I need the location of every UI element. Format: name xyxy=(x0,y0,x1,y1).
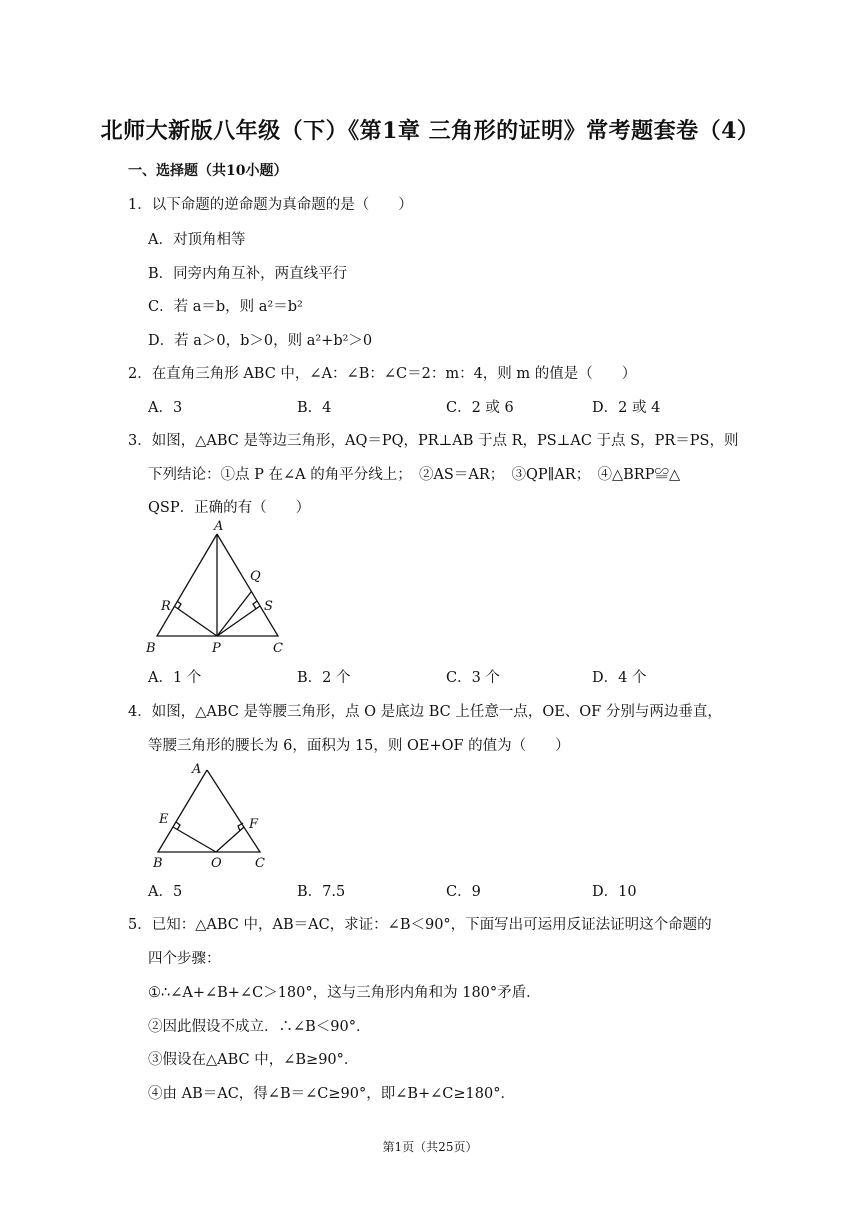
question-4-figure xyxy=(140,756,280,872)
label-a: A xyxy=(214,519,224,534)
segment-ps xyxy=(217,606,260,636)
question-1-option-c: C．若 a＝b，则 a²＝b² xyxy=(148,299,303,315)
question-4-option-c: C．9 xyxy=(446,884,481,900)
question-5-step-3: ③假设在△ABC 中，∠B≥90°． xyxy=(148,1052,359,1068)
question-3-option-b: B．2 个 xyxy=(297,670,351,686)
question-1-option-a: A．对顶角相等 xyxy=(148,232,246,248)
question-5-step-4: ④由 AB＝AC，得∠B＝∠C≥90°，即∠B+∠C≥180°． xyxy=(148,1086,515,1102)
label-s: S xyxy=(264,599,273,614)
segment-pr xyxy=(174,606,217,636)
question-3-line-1: 3．如图，△ABC 是等边三角形，AQ＝PQ，PR⊥AB 于点 R，PS⊥AC 于点 S，PR＝PS，则 xyxy=(128,433,739,449)
segment-pq xyxy=(217,592,251,636)
question-2-option-b: B．4 xyxy=(297,400,332,416)
question-4-option-d: D．10 xyxy=(592,884,637,900)
question-3-option-c: C．3 个 xyxy=(446,670,500,686)
label-c: C xyxy=(273,641,283,656)
segment-oe xyxy=(173,827,216,852)
question-2-stem: 2．在直角三角形 ABC 中，∠A：∠B：∠C＝2：m：4，则 m 的值是（ ） xyxy=(128,366,637,382)
question-5-step-1: ①∴∠A+∠B+∠C＞180°，这与三角形内角和为 180°矛盾． xyxy=(148,985,541,1001)
label-r: R xyxy=(161,599,171,614)
question-3-option-a: A．1 个 xyxy=(148,670,202,686)
question-4-line-2: 等腰三角形的腰长为 6，面积为 15，则 OE+OF 的值为（ ） xyxy=(148,738,570,754)
label-a: A xyxy=(192,762,202,777)
question-5-step-2: ②因此假设不成立．∴∠B＜90°． xyxy=(148,1019,371,1035)
question-3-option-d: D．4 个 xyxy=(592,670,647,686)
triangle-abc xyxy=(158,770,260,852)
page-footer: 第1页（共25页） xyxy=(382,1140,478,1154)
question-4-option-a: A．5 xyxy=(148,884,183,900)
label-o: O xyxy=(211,856,222,871)
question-5-line-2: 四个步骤： xyxy=(148,951,221,967)
section-heading: 一、选择题（共10小题） xyxy=(128,163,288,179)
label-q: Q xyxy=(250,569,261,584)
question-3-line-3: QSP．正确的有（ ） xyxy=(148,500,311,516)
question-4-line-1: 4．如图，△ABC 是等腰三角形，点 O 是底边 BC 上任意一点，OE、OF 分别与两边垂直， xyxy=(128,704,722,720)
question-1-stem: 1．以下命题的逆命题为真命题的是（ ） xyxy=(128,197,413,213)
question-5-line-1: 5．已知：△ABC 中，AB＝AC，求证：∠B＜90°，下面写出可运用反证法证明这个命题的 xyxy=(128,917,712,933)
label-p: P xyxy=(212,641,221,656)
question-1-option-d: D．若 a＞0，b＞0，则 a²+b²＞0 xyxy=(148,333,373,349)
question-2-option-c: C．2 或 6 xyxy=(446,400,514,416)
page-title: 北师大新版八年级（下）《第1章 三角形的证明》常考题套卷（4） xyxy=(100,118,760,144)
label-c: C xyxy=(255,856,265,871)
question-3-line-2: 下列结论：①点 P 在∠A 的角平分线上； ②AS＝AR； ③QP∥AR； ④△BRP≌△ xyxy=(148,467,681,483)
question-1-option-b: B．同旁内角互补，两直线平行 xyxy=(148,266,348,282)
label-f: F xyxy=(249,817,259,832)
question-3-figure xyxy=(140,518,300,658)
label-b: B xyxy=(153,856,163,871)
label-b: B xyxy=(146,641,156,656)
label-e: E xyxy=(159,812,169,827)
question-4-option-b: B．7.5 xyxy=(297,884,346,900)
question-2-option-a: A．3 xyxy=(148,400,183,416)
question-2-option-d: D．2 或 4 xyxy=(592,400,661,416)
